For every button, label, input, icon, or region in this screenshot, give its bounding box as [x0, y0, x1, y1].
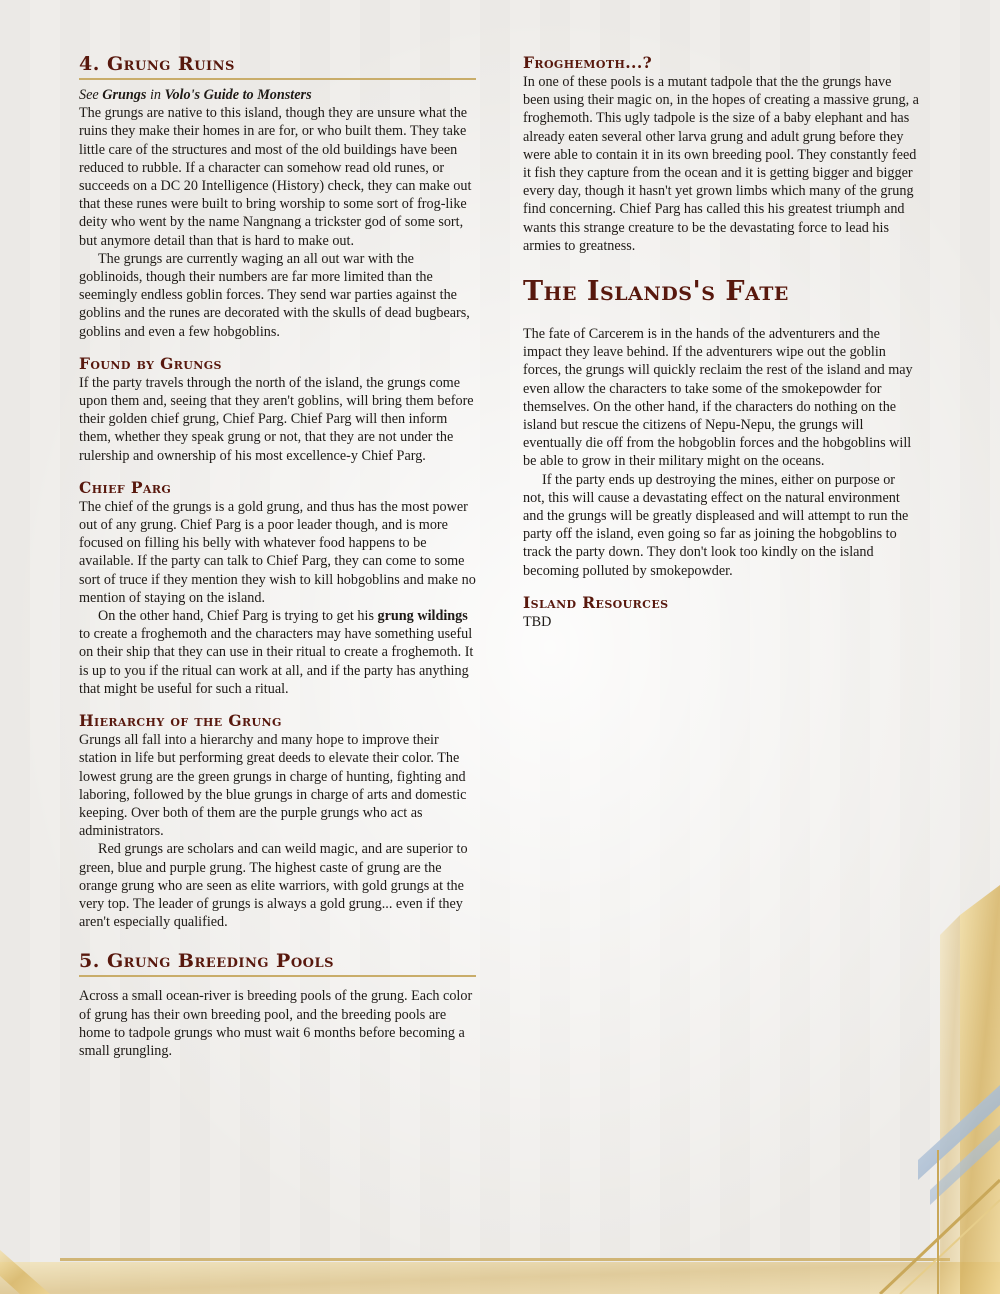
subsection-title-hierarchy: Hierarchy of the Grung	[79, 711, 282, 731]
section-title-breeding-pools: 5. Grung Breeding Pools	[79, 949, 476, 977]
chapter-title-islands-fate: The Islands's Fate	[523, 276, 789, 308]
reference-prefix: See	[79, 87, 103, 103]
subsection-title-chief-parg: Chief Parg	[79, 477, 172, 497]
reference-book: Volo's Guide to Monsters	[164, 87, 312, 103]
text-run: On the other hand, Chief Parg is trying to get his	[98, 608, 378, 625]
section-title-grung-ruins: 4. Grung Ruins	[79, 52, 476, 80]
paragraph: The chief of the grungs is a gold grung, and thus has the most power out of any grung. Chief Parg is a poor leader though, and is more focused on filling his belly with whatever food happens to be available. If the party can talk to Chief Parg, they can come to some sort of truce if they mention they wish to kill hobgoblins and make no mention of staying on the island.	[79, 498, 476, 606]
reference-note	[79, 86, 476, 104]
paragraph: Grungs all fall into a hierarchy and many hope to improve their station in life but performing great deeds to elevate their color. The lowest grung are the green grungs in charge of hunting, fighting and laboring, followed by the blue grungs in charge of arts and domestic keeping. Over both of them are the purple grungs who act as administrators.	[79, 732, 467, 840]
paragraph: If the party ends up destroying the mines, either on purpose or not, this will cause a devastating effect on the natural environment and the grungs will be greatly displeased and will attempt to run the party off the island, even going so far as joining the hobgoblins to track the party down. They don't look too kindly on the island becoming polluted by smokepowder.	[523, 471, 909, 579]
paragraph: Red grungs are scholars and can weild magic, and are superior to green, blue and purple grung. The highest caste of grung are the orange grung who are seen as elite warriors, with gold grungs at the very top. The leader of grungs is always a gold grung... even if they aren't especially qualified.	[79, 841, 468, 931]
bold-term-grung-wildings: grung wildings	[377, 608, 468, 625]
left-column	[79, 52, 476, 1060]
paragraph: Across a small ocean-river is breeding pools of the grung. Each color of grung has their own breeding pool, and the breeding pools are home to tadpole grungs who must wait 6 months before becoming a small grungling.	[79, 988, 473, 1059]
subsection-title-froghemoth: Froghemoth...?	[523, 53, 653, 72]
subsection-title-island-resources: Island Resources	[523, 592, 669, 612]
subsection-title-found-by-grungs: Found by Grungs	[79, 353, 222, 373]
reference-in: in	[146, 87, 165, 103]
paragraph: The grungs are currently waging an all out war with the goblinoids, though their numbers are far more limited than the seemingly endless goblin forces. They send war parties against the goblins and the runes are decorated with the skulls of dead bugbears, goblins and even a few hobgoblins.	[79, 250, 470, 340]
text-run: to create a froghemoth and the characters may have something useful on their ship that they can use in their ritual to create a froghemoth. It is up to you if the ritual can work at all, and if the party has anything that might be useful for such a ritual.	[79, 626, 474, 697]
reference-grungs: Grungs	[102, 87, 147, 103]
paragraph: In one of these pools is a mutant tadpole that the the grungs have been using their magic on, in the hopes of creating a massive grung, a froghemoth. This ugly tadpole is the size of a baby elephant and has already eaten several other larva grung and adult grung before they were able to contain it in its own breeding pool. They constantly feed it fish they capture from the ocean and it is getting bigger and bigger every day, though it hasn't yet grown limbs which many of the grung find concerning. Chief Parg has called this his greatest triumph and wants this strange creature to be the devastating force to lead his armies to greatness.	[523, 74, 919, 254]
paragraph: If the party travels through the north of the island, the grungs come upon them and, seeing that they aren't goblins, will bring them before their golden chief grung, Chief Parg. Chief Parg will then inform them, whether they speak grung or not, that they are not under the rulership and ownership of his most excellence-y Chief Parg.	[79, 374, 474, 464]
paragraph: The fate of Carcerem is in the hands of the adventurers and the impact they leave behind. If the adventurers wipe out the goblin forces, the grungs will quickly reclaim the rest of the island and may even allow the characters to take some of the smokepowder for themselves. On the other hand, if the characters do nothing on the island but rescue the citizens of Nepu-Nepu, the grungs will eventually die off from the hobgoblin forces and the hobgoblins will be able to grow in their military might on the oceans.	[523, 326, 913, 470]
right-column	[523, 52, 920, 631]
paragraph	[79, 607, 476, 698]
paragraph: The grungs are native to this island, though they are unsure what the ruins they make their homes in are for, or who built them. They take little care of the structures and most of the old buildings have been reduced to rubble. If a character can somehow read old runes, or succeeds on a DC 20 Intelligence (History) check, they can make out that these runes were built to bring worship to some sort of frog-like deity who went by the name Nangnang a trickster god of some sort, but anymore detail than that is hard to make out.	[79, 105, 472, 249]
paragraph: TBD	[523, 613, 552, 630]
